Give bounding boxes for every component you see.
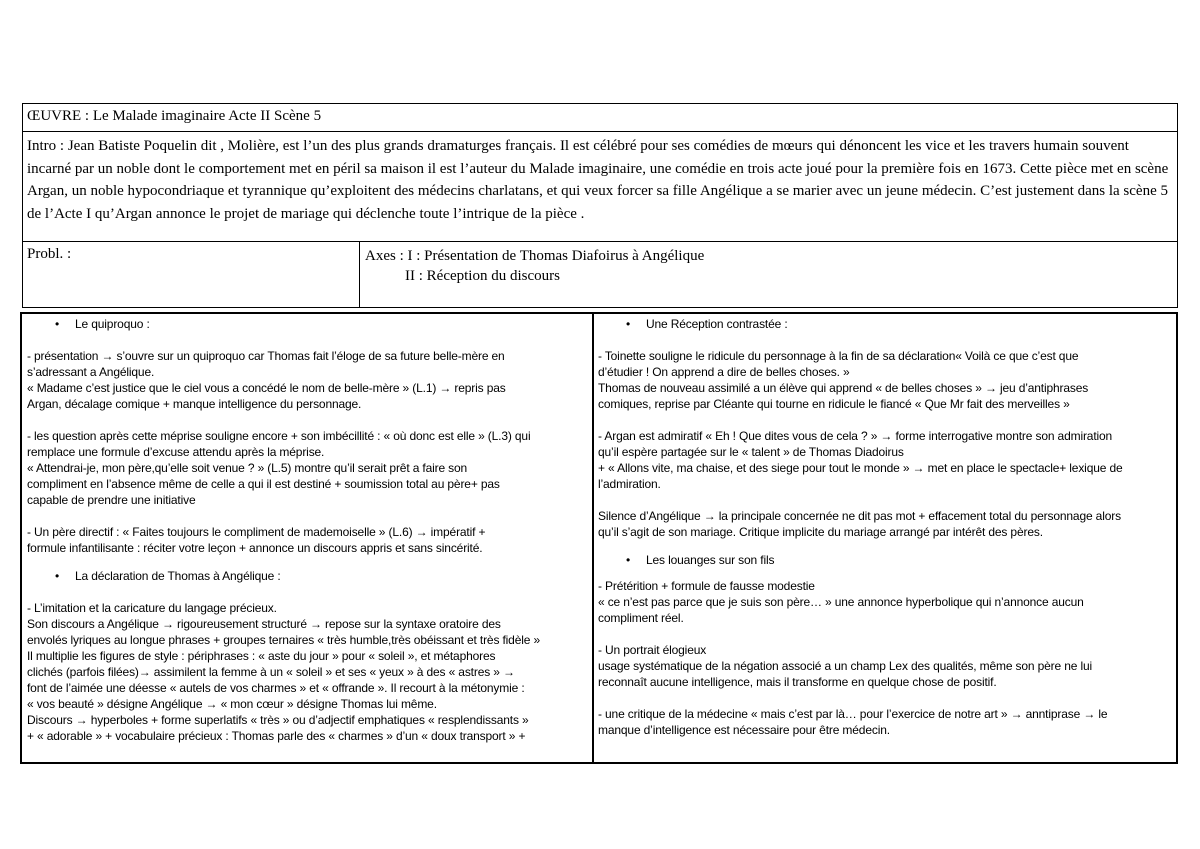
paragraph-line: reconnaît aucune intelligence, mais il transforme en quelque chose de positif. (598, 675, 997, 689)
bullet-icon: • (55, 317, 60, 331)
paragraph-line: « ce n’est pas parce que je suis son père… » une annonce hyperbolique qui n’annonce aucun (598, 595, 1084, 609)
analysis-divider (592, 314, 594, 762)
probl-label: Probl. : (27, 246, 72, 262)
title-row (22, 103, 1178, 131)
left-column (27, 314, 587, 744)
bullet-heading (27, 316, 587, 332)
axes-block (365, 246, 704, 286)
axis-two: II : Réception du discours (405, 268, 560, 284)
bullet-icon: • (626, 317, 631, 331)
intro-text: Intro : Jean Batiste Poquelin dit , Molière, est l’un des plus grands dramaturges français. Il est célébré pour ses comédies de mœurs qui dénoncent les vice et les travers humain souvent incarné par un noble dont le comportement met en péril sa maison il est l’auteur du Malade imaginaire, une comédie en trois acte joué pour la première fois en 1673. Cette pièce met en scène Argan, un noble hypocondriaque et tyrannique qu’exploitent des médecins charlatans, et qui veux forcer sa fille Angélique a se marier avec un jeune médecin. C’est justement dans la scène 5 de l’Acte I qu’Argan annonce le projet de mariage qui déclenche toute l’intrique de la pièce . (27, 138, 1169, 222)
paragraph-line: « Attendrai-je, mon père,qu’elle soit venue ? » (L.5) montre qu’il serait prêt a faire son (27, 461, 468, 475)
paragraph-line: s’adressant a Angélique. (27, 365, 155, 379)
paragraph-line: capable de prendre une initiative (27, 493, 196, 507)
paragraph-line: - Un portrait élogieux (598, 643, 707, 657)
paragraph-line: - Toinette souligne le ridicule du personnage à la fin de sa déclaration« Voilà ce que c’est que (598, 349, 1079, 363)
paragraph-line: - L’imitation et la caricature du langage précieux. (27, 601, 277, 615)
paragraph-line: usage systématique de la négation associé a un champ Lex des qualités, même son père ne lui (598, 659, 1092, 673)
bullet-heading (598, 316, 1170, 332)
right-column (598, 314, 1170, 738)
bullet-icon: • (626, 553, 631, 567)
paragraph-line: compliment en l’absence même de celle a qui il est destiné + soumission total au père+ pas (27, 477, 500, 491)
heading-reception: Une Réception contrastée : (646, 317, 788, 331)
paragraph-line: d’étudier ! On apprend a dire de belles choses. » (598, 365, 850, 379)
intro-row (22, 131, 1178, 241)
bullet-heading (27, 568, 587, 584)
axis-one: Axes : I : Présentation de Thomas Diafoirus à Angélique (365, 248, 705, 264)
paragraph-line: - une critique de la médecine « mais c’est par là… pour l’exercice de notre art » → anntiprase → le (598, 707, 1108, 721)
paragraph-line: - Prétérition + formule de fausse modestie (598, 579, 815, 593)
bullet-heading (598, 552, 1170, 568)
paragraph-line: font de l’aimée une déesse « autels de vos charmes » et « offrande ». Il recourt à la métonymie : (27, 681, 525, 695)
paragraph-line: - Argan est admiratif « Eh ! Que dites vous de cela ? » → forme interrogative montre son admiration (598, 429, 1113, 443)
paragraph-line: manque d’intelligence est nécessaire pour être médecin. (598, 723, 890, 737)
analysis-row (20, 312, 1178, 764)
paragraph-line: Argan, décalage comique + manque intelligence du personnage. (27, 397, 362, 411)
paragraph-line: « vos beauté » désigne Angélique → « mon cœur » désigne Thomas lui même. (27, 697, 437, 711)
paragraph-line: compliment réel. (598, 611, 684, 625)
paragraph-line: + « Allons vite, ma chaise, et des siege pour tout le monde » → met en place le spectacle+ lexique de (598, 461, 1123, 475)
heading-quiproquo: Le quiproquo : (75, 317, 150, 331)
paragraph-line: l’admiration. (598, 477, 661, 491)
paragraph-line: - les question après cette méprise souligne encore + son imbécillité : « où donc est elle » (L.3) qui (27, 429, 531, 443)
paragraph-line: - Un père directif : « Faites toujours le compliment de mademoiselle » (L.6) → impératif + (27, 525, 486, 539)
paragraph-line: Silence d’Angélique → la principale concernée ne dit pas mot + effacement total du personnage alors (598, 509, 1121, 523)
paragraph-line: Discours → hyperboles + forme superlatifs « très » ou d’adjectif emphatiques « resplendissants » (27, 713, 529, 727)
paragraph-line: formule infantilisante : réciter votre leçon + annonce un discours appris et sans sincérité. (27, 541, 483, 555)
paragraph-line: qu’il s’agit de son mariage. Critique implicite du mariage arrangé par intérêt des pères. (598, 525, 1043, 539)
bullet-icon: • (55, 569, 60, 583)
column-divider (359, 242, 360, 307)
paragraph-line: remplace une formule d’excuse attendu après la méprise. (27, 445, 325, 459)
probl-axes-row (22, 241, 1178, 308)
paragraph-line: clichés (parfois filées)→ assimilent la femme à un « soleil » et ses « yeux » à des « astres » → (27, 665, 515, 679)
paragraph-line: - présentation → s’ouvre sur un quiproquo car Thomas fait l’éloge de sa future belle-mère en (27, 349, 505, 363)
paragraph-line: qu’il espère partagée sur le « talent » de Thomas Diadoirus (598, 445, 904, 459)
oeuvre-title: ŒUVRE : Le Malade imaginaire Acte II Scène 5 (27, 108, 322, 124)
paragraph-line: envolés lyriques au longue phrases + groupes ternaires « très humble,très obéissant et très fidèle » (27, 633, 540, 647)
paragraph-line: Thomas de nouveau assimilé a un élève qui apprend « de belles choses » → jeu d’antiphrases (598, 381, 1089, 395)
paragraph-line: « Madame c’est justice que le ciel vous a concédé le nom de belle-mère » (L.1) → repris pas (27, 381, 506, 395)
heading-louanges: Les louanges sur son fils (646, 553, 775, 567)
heading-declaration: La déclaration de Thomas à Angélique : (75, 569, 281, 583)
paragraph-line: Son discours a Angélique → rigoureusement structuré → repose sur la syntaxe oratoire des (27, 617, 501, 631)
paragraph-line: comiques, reprise par Cléante qui tourne en ridicule le fiancé « Que Mr fait des merveilles » (598, 397, 1070, 411)
paragraph-line: Il multiplie les figures de style : périphrases : « aste du jour » pour « soleil », et métaphores (27, 649, 496, 663)
paragraph-line: + « adorable » + vocabulaire précieux : Thomas parle des « charmes » d’un « doux transport » + (27, 729, 526, 743)
